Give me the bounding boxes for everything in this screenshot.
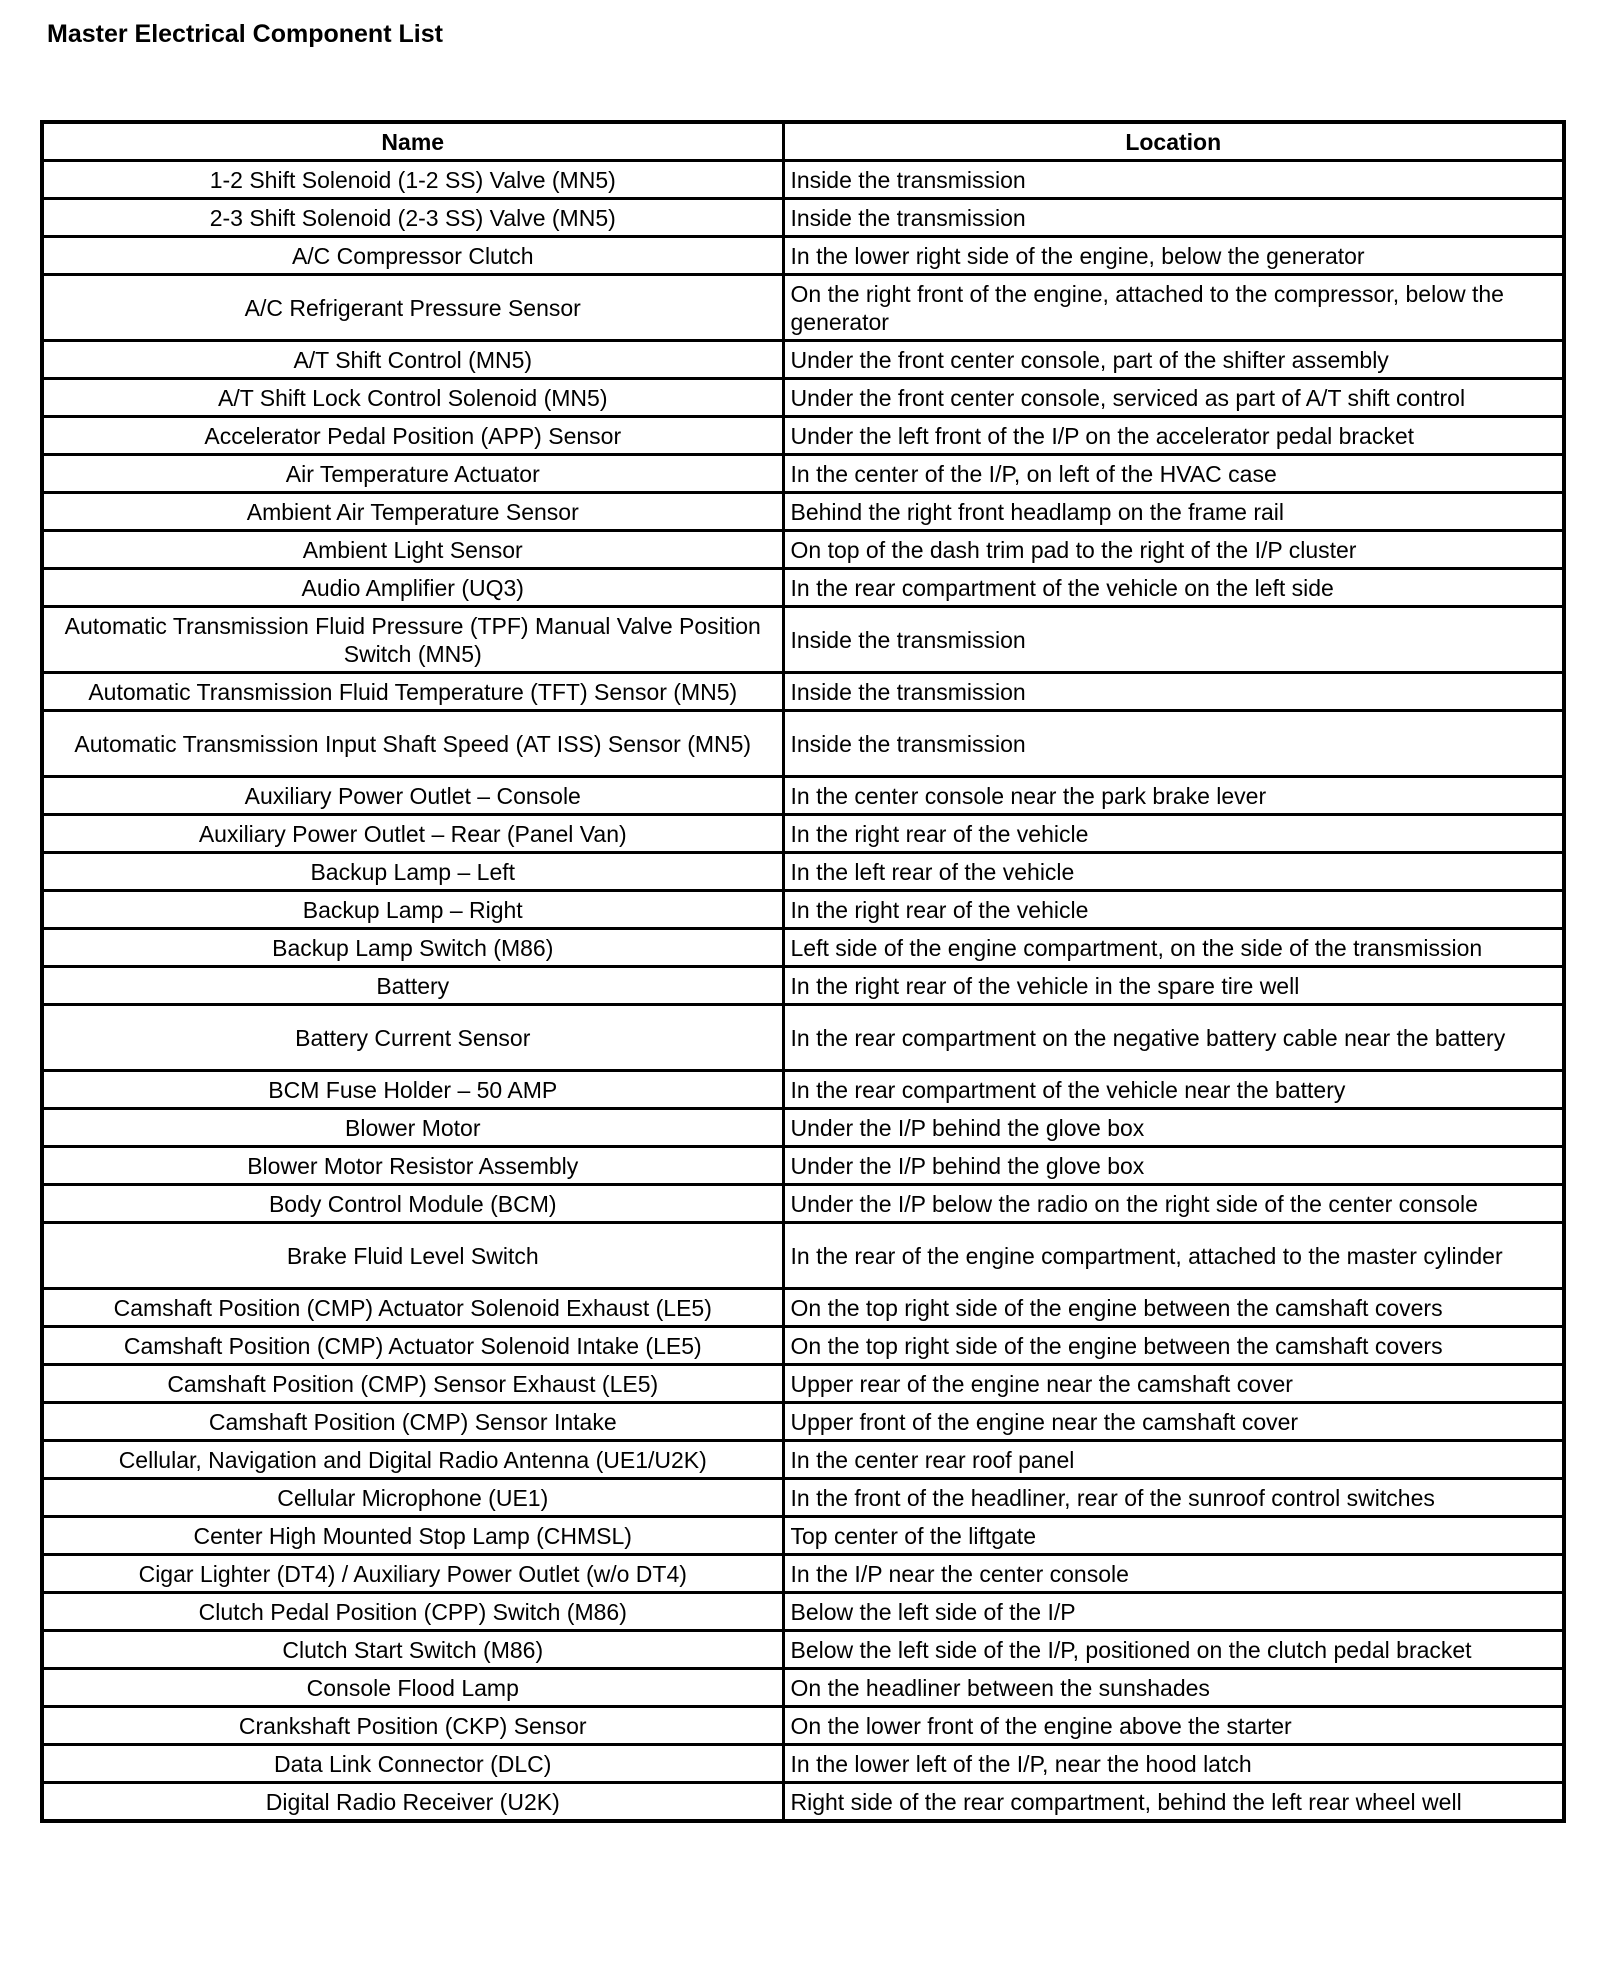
table-row <box>42 1365 1564 1403</box>
component-name: Camshaft Position (CMP) Actuator Solenoid Exhaust (LE5) <box>42 1289 783 1327</box>
component-location: On top of the dash trim pad to the right of the I/P cluster <box>783 531 1564 569</box>
component-name: Automatic Transmission Fluid Pressure (TPF) Manual Valve Position Switch (MN5) <box>42 607 783 673</box>
component-name: Automatic Transmission Fluid Temperature (TFT) Sensor (MN5) <box>42 673 783 711</box>
table-row <box>42 1669 1564 1707</box>
component-name: A/T Shift Control (MN5) <box>42 341 783 379</box>
component-location: In the lower left of the I/P, near the hood latch <box>783 1745 1564 1783</box>
component-name: Clutch Start Switch (M86) <box>42 1631 783 1669</box>
name-column-header: Name <box>42 122 783 161</box>
component-name: A/T Shift Lock Control Solenoid (MN5) <box>42 379 783 417</box>
table-row <box>42 777 1564 815</box>
component-name: Accelerator Pedal Position (APP) Sensor <box>42 417 783 455</box>
table-row <box>42 1707 1564 1745</box>
table-row <box>42 237 1564 275</box>
component-name: Automatic Transmission Input Shaft Speed (AT ISS) Sensor (MN5) <box>42 711 783 777</box>
table-row <box>42 1005 1564 1071</box>
table-row <box>42 1555 1564 1593</box>
table-row <box>42 493 1564 531</box>
component-name: Backup Lamp – Left <box>42 853 783 891</box>
table-row <box>42 673 1564 711</box>
component-name: Backup Lamp Switch (M86) <box>42 929 783 967</box>
component-location: Under the I/P behind the glove box <box>783 1109 1564 1147</box>
component-location: Inside the transmission <box>783 607 1564 673</box>
component-location: Upper rear of the engine near the camshaft cover <box>783 1365 1564 1403</box>
component-location: In the rear compartment of the vehicle on the left side <box>783 569 1564 607</box>
component-location: Behind the right front headlamp on the frame rail <box>783 493 1564 531</box>
table-row <box>42 1403 1564 1441</box>
component-name: Center High Mounted Stop Lamp (CHMSL) <box>42 1517 783 1555</box>
table-row <box>42 1631 1564 1669</box>
component-location: On the lower front of the engine above the starter <box>783 1707 1564 1745</box>
component-location: In the rear compartment on the negative battery cable near the battery <box>783 1005 1564 1071</box>
component-location: Upper front of the engine near the camshaft cover <box>783 1403 1564 1441</box>
table-row <box>42 1071 1564 1109</box>
component-name: Air Temperature Actuator <box>42 455 783 493</box>
component-location: Under the left front of the I/P on the accelerator pedal bracket <box>783 417 1564 455</box>
component-name: Auxiliary Power Outlet – Console <box>42 777 783 815</box>
component-location: In the lower right side of the engine, below the generator <box>783 237 1564 275</box>
component-name: A/C Refrigerant Pressure Sensor <box>42 275 783 341</box>
table-header-row <box>42 122 1564 161</box>
page-title: Master Electrical Component List <box>47 20 443 48</box>
component-name: Backup Lamp – Right <box>42 891 783 929</box>
table-row <box>42 853 1564 891</box>
component-name: Console Flood Lamp <box>42 1669 783 1707</box>
component-location: In the rear of the engine compartment, attached to the master cylinder <box>783 1223 1564 1289</box>
table-row <box>42 1147 1564 1185</box>
component-name: Audio Amplifier (UQ3) <box>42 569 783 607</box>
table-row <box>42 607 1564 673</box>
component-name: Cellular Microphone (UE1) <box>42 1479 783 1517</box>
component-location: In the rear compartment of the vehicle near the battery <box>783 1071 1564 1109</box>
component-location: In the front of the headliner, rear of the sunroof control switches <box>783 1479 1564 1517</box>
table-row <box>42 569 1564 607</box>
component-name: Cellular, Navigation and Digital Radio Antenna (UE1/U2K) <box>42 1441 783 1479</box>
table-row <box>42 531 1564 569</box>
component-name: Data Link Connector (DLC) <box>42 1745 783 1783</box>
component-location: In the center rear roof panel <box>783 1441 1564 1479</box>
component-name: Camshaft Position (CMP) Sensor Intake <box>42 1403 783 1441</box>
component-location: Right side of the rear compartment, behind the left rear wheel well <box>783 1783 1564 1822</box>
component-name: 2-3 Shift Solenoid (2-3 SS) Valve (MN5) <box>42 199 783 237</box>
component-name: 1-2 Shift Solenoid (1-2 SS) Valve (MN5) <box>42 161 783 199</box>
component-location: Inside the transmission <box>783 711 1564 777</box>
table-row <box>42 455 1564 493</box>
component-name: Battery Current Sensor <box>42 1005 783 1071</box>
table-row <box>42 379 1564 417</box>
table-row <box>42 711 1564 777</box>
table-row <box>42 1783 1564 1822</box>
table-row <box>42 1517 1564 1555</box>
table-row <box>42 815 1564 853</box>
component-location: Inside the transmission <box>783 673 1564 711</box>
table-row <box>42 1593 1564 1631</box>
table-row <box>42 1745 1564 1783</box>
component-name: Brake Fluid Level Switch <box>42 1223 783 1289</box>
table-row <box>42 1223 1564 1289</box>
table-row <box>42 1441 1564 1479</box>
component-location: On the headliner between the sunshades <box>783 1669 1564 1707</box>
component-name: Clutch Pedal Position (CPP) Switch (M86) <box>42 1593 783 1631</box>
component-location: Under the front center console, serviced as part of A/T shift control <box>783 379 1564 417</box>
component-location: On the top right side of the engine between the camshaft covers <box>783 1327 1564 1365</box>
component-location: Left side of the engine compartment, on the side of the transmission <box>783 929 1564 967</box>
component-table <box>40 120 1566 1823</box>
table-row <box>42 1479 1564 1517</box>
component-name: Battery <box>42 967 783 1005</box>
component-name: BCM Fuse Holder – 50 AMP <box>42 1071 783 1109</box>
table-row <box>42 929 1564 967</box>
component-location: In the I/P near the center console <box>783 1555 1564 1593</box>
component-location: Inside the transmission <box>783 161 1564 199</box>
component-location: Inside the transmission <box>783 199 1564 237</box>
table-row <box>42 275 1564 341</box>
component-location: In the right rear of the vehicle <box>783 815 1564 853</box>
table-row <box>42 891 1564 929</box>
table-row <box>42 967 1564 1005</box>
component-location: On the right front of the engine, attached to the compressor, below the generator <box>783 275 1564 341</box>
component-location: Top center of the liftgate <box>783 1517 1564 1555</box>
table-row <box>42 1289 1564 1327</box>
component-name: Digital Radio Receiver (U2K) <box>42 1783 783 1822</box>
component-location: In the center console near the park brake lever <box>783 777 1564 815</box>
component-location: In the right rear of the vehicle <box>783 891 1564 929</box>
component-name: Ambient Light Sensor <box>42 531 783 569</box>
component-location: Below the left side of the I/P <box>783 1593 1564 1631</box>
component-location: In the right rear of the vehicle in the spare tire well <box>783 967 1564 1005</box>
component-location: Under the I/P behind the glove box <box>783 1147 1564 1185</box>
table-row <box>42 1185 1564 1223</box>
component-name: Ambient Air Temperature Sensor <box>42 493 783 531</box>
component-location: In the center of the I/P, on left of the HVAC case <box>783 455 1564 493</box>
component-name: Crankshaft Position (CKP) Sensor <box>42 1707 783 1745</box>
component-name: Auxiliary Power Outlet – Rear (Panel Van) <box>42 815 783 853</box>
table-row <box>42 417 1564 455</box>
component-location: Below the left side of the I/P, positioned on the clutch pedal bracket <box>783 1631 1564 1669</box>
component-location: Under the I/P below the radio on the right side of the center console <box>783 1185 1564 1223</box>
table-row <box>42 161 1564 199</box>
component-name: Cigar Lighter (DT4) / Auxiliary Power Outlet (w/o DT4) <box>42 1555 783 1593</box>
component-name: Camshaft Position (CMP) Actuator Solenoid Intake (LE5) <box>42 1327 783 1365</box>
component-location: On the top right side of the engine between the camshaft covers <box>783 1289 1564 1327</box>
location-column-header: Location <box>783 122 1564 161</box>
component-name: A/C Compressor Clutch <box>42 237 783 275</box>
component-name: Blower Motor <box>42 1109 783 1147</box>
component-name: Blower Motor Resistor Assembly <box>42 1147 783 1185</box>
component-name: Body Control Module (BCM) <box>42 1185 783 1223</box>
component-location: In the left rear of the vehicle <box>783 853 1564 891</box>
table-row <box>42 341 1564 379</box>
component-name: Camshaft Position (CMP) Sensor Exhaust (LE5) <box>42 1365 783 1403</box>
table-row <box>42 199 1564 237</box>
table-row <box>42 1109 1564 1147</box>
component-location: Under the front center console, part of the shifter assembly <box>783 341 1564 379</box>
table-row <box>42 1327 1564 1365</box>
